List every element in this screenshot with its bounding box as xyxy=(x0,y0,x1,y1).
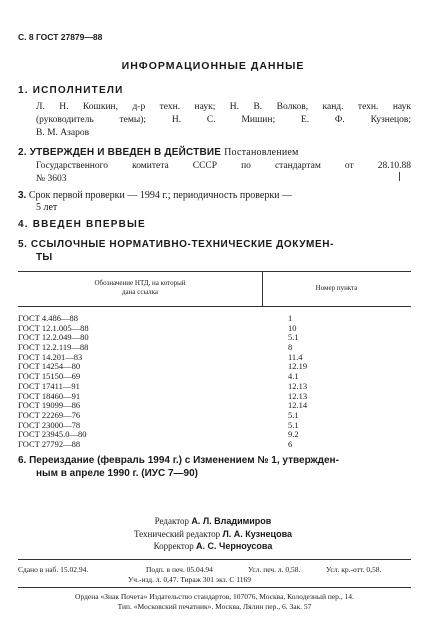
imprint-print-date: Подп. в печ. 05.04.94 xyxy=(146,565,213,574)
table-row xyxy=(18,332,411,342)
table-header-document xyxy=(18,279,262,297)
section-2-heading xyxy=(18,147,411,158)
imprint-color-sheets: Усл. кр.-отт. 0,58. xyxy=(326,565,382,574)
table-cell-document: ГОСТ 12.1.005—88 xyxy=(18,322,89,333)
section-3-continuation: 5 лет xyxy=(36,202,58,213)
table-cell-document: ГОСТ 14.201—83 xyxy=(18,351,83,362)
table-cell-item: 10 xyxy=(288,322,297,333)
section-5-heading-cont: ТЫ xyxy=(36,252,53,263)
table-row xyxy=(18,361,411,371)
table-row xyxy=(18,352,411,362)
section-3 xyxy=(18,189,411,202)
table-cell-item: 1 xyxy=(288,313,293,323)
table-row xyxy=(18,313,411,323)
section-1-line: (руководитель темы); Н. С. Мишин; Е. Ф. Кузнецов; xyxy=(36,115,411,125)
section-2-body xyxy=(36,160,411,186)
table-cell-document: ГОСТ 22269—76 xyxy=(18,409,81,420)
table-row xyxy=(18,371,411,381)
editor-name: А. С. Черноусова xyxy=(196,541,273,551)
editor-role: Технический редактор xyxy=(134,528,221,539)
section-4-heading: 4. ВВЕДЕН ВПЕРВЫЕ xyxy=(18,219,146,230)
table-cell-document: ГОСТ 14254—80 xyxy=(18,361,81,372)
section-6-line: 6. Переиздание (февраль 1994 г.) с Изменением № 1, утвержден- xyxy=(18,455,339,466)
section-2-title-tail: Постановлением xyxy=(224,147,299,158)
table-cell-item: 12.14 xyxy=(288,400,308,411)
table-row xyxy=(18,342,411,352)
table-cell-document: ГОСТ 19099—86 xyxy=(18,400,81,411)
table-cell-item: 9.2 xyxy=(288,429,299,440)
printer-line: Тип. «Московский печатник». Москва, Лялин пер., 6. Зак. 57 xyxy=(117,602,312,611)
publisher-line: Ордена «Знак Почета» Издательство стандартов, 107076, Москва, Колодезный пер., 14. xyxy=(75,592,354,601)
table-row xyxy=(18,381,411,391)
table-cell-document: ГОСТ 4.486—88 xyxy=(18,313,79,323)
margin-mark xyxy=(399,172,400,181)
table-cell-document: ГОСТ 12.2.049—80 xyxy=(18,332,89,343)
imprint-typeset-date: Сдано в наб. 15.02.94. xyxy=(18,565,89,574)
table-header-document-line: Обозначение НТД, на который xyxy=(94,279,186,287)
table-cell-document: ГОСТ 17411—91 xyxy=(18,380,80,391)
table-header-document-line: дана ссылка xyxy=(121,288,159,296)
table-body xyxy=(18,313,411,449)
publisher-info xyxy=(18,592,411,612)
table-row xyxy=(18,439,411,449)
section-6-line: ным в апреле 1990 г. (ИУС 7—90) xyxy=(36,468,199,479)
table-cell-document: ГОСТ 23000—78 xyxy=(18,419,81,430)
table-cell-item: 8 xyxy=(288,342,293,353)
section-2-line: Государственного комитета СССР по стандартам от 28.10.88 xyxy=(36,161,411,171)
table-row xyxy=(18,400,411,410)
table-cell-item: 12.19 xyxy=(288,361,308,372)
section-3-text: Срок первой проверки — 1994 г.; периодичность проверки — xyxy=(28,190,293,201)
table-row xyxy=(18,410,411,420)
table-cell-document: ГОСТ 27792—88 xyxy=(18,438,81,449)
section-3-number: 3. xyxy=(18,190,27,201)
imprint-top-rule xyxy=(18,559,411,560)
section-1-line: В. М. Азаров xyxy=(36,128,90,138)
table-header-item: Номер пункта xyxy=(315,284,358,292)
editor-line xyxy=(0,540,426,553)
table-cell-item: 5.1 xyxy=(288,409,299,420)
section-6 xyxy=(18,454,411,480)
page-header: С. 8 ГОСТ 27879—88 xyxy=(18,32,103,42)
table-cell-item: 4.1 xyxy=(288,371,299,382)
table-cell-document: ГОСТ 23945.0—80 xyxy=(18,429,87,440)
table-cell-document: ГОСТ 18460—91 xyxy=(18,390,81,401)
editor-name: Л. А. Кузнецова xyxy=(222,528,292,539)
editor-role: Редактор xyxy=(154,516,190,526)
table-top-rule xyxy=(18,271,411,272)
table-cell-item: 5.1 xyxy=(288,332,299,343)
editor-name: А. Л. Владимиров xyxy=(191,516,272,526)
imprint-sheets: Усл. печ. л. 0,58. xyxy=(248,565,301,574)
imprint-bottom-rule xyxy=(18,587,411,588)
table-cell-item: 12.13 xyxy=(288,380,308,391)
table-cell-item: 5.1 xyxy=(288,419,299,430)
section-5-heading: 5. ССЫЛОЧНЫЕ НОРМАТИВНО-ТЕХНИЧЕСКИЕ ДОКУМЕН- xyxy=(18,239,335,250)
table-cell-item: 11.4 xyxy=(288,351,303,362)
section-2-title: 2. УТВЕРЖДЕН И ВВЕДЕН В ДЕЙСТВИЕ xyxy=(18,147,222,158)
table-cell-document: ГОСТ 12.2.119—88 xyxy=(18,342,89,353)
table-cell-item: 12.13 xyxy=(288,390,308,401)
section-2-line: № 3603 xyxy=(36,174,67,184)
imprint-circulation: Уч.-изд. л. 0,47. Тираж 301 экз. С 1169 xyxy=(128,575,251,584)
table-row xyxy=(18,323,411,333)
section-1-body xyxy=(36,101,411,140)
page-title: ИНФОРМАЦИОННЫЕ ДАННЫЕ xyxy=(121,60,305,72)
table-cell-item: 6 xyxy=(288,438,293,449)
editors-block xyxy=(0,515,426,553)
table-cell-document: ГОСТ 15150—69 xyxy=(18,371,81,382)
editor-role: Корректор xyxy=(153,541,194,551)
editor-line xyxy=(0,515,426,528)
table-row xyxy=(18,429,411,439)
section-1-line: Л. Н. Кошкин, д-р техн. наук; Н. В. Волков, канд. техн. наук xyxy=(36,102,411,112)
section-1-heading: 1. ИСПОЛНИТЕЛИ xyxy=(18,85,124,96)
editor-line xyxy=(0,528,426,541)
table-row xyxy=(18,420,411,430)
table-row xyxy=(18,391,411,401)
table-header-rule xyxy=(18,306,411,307)
